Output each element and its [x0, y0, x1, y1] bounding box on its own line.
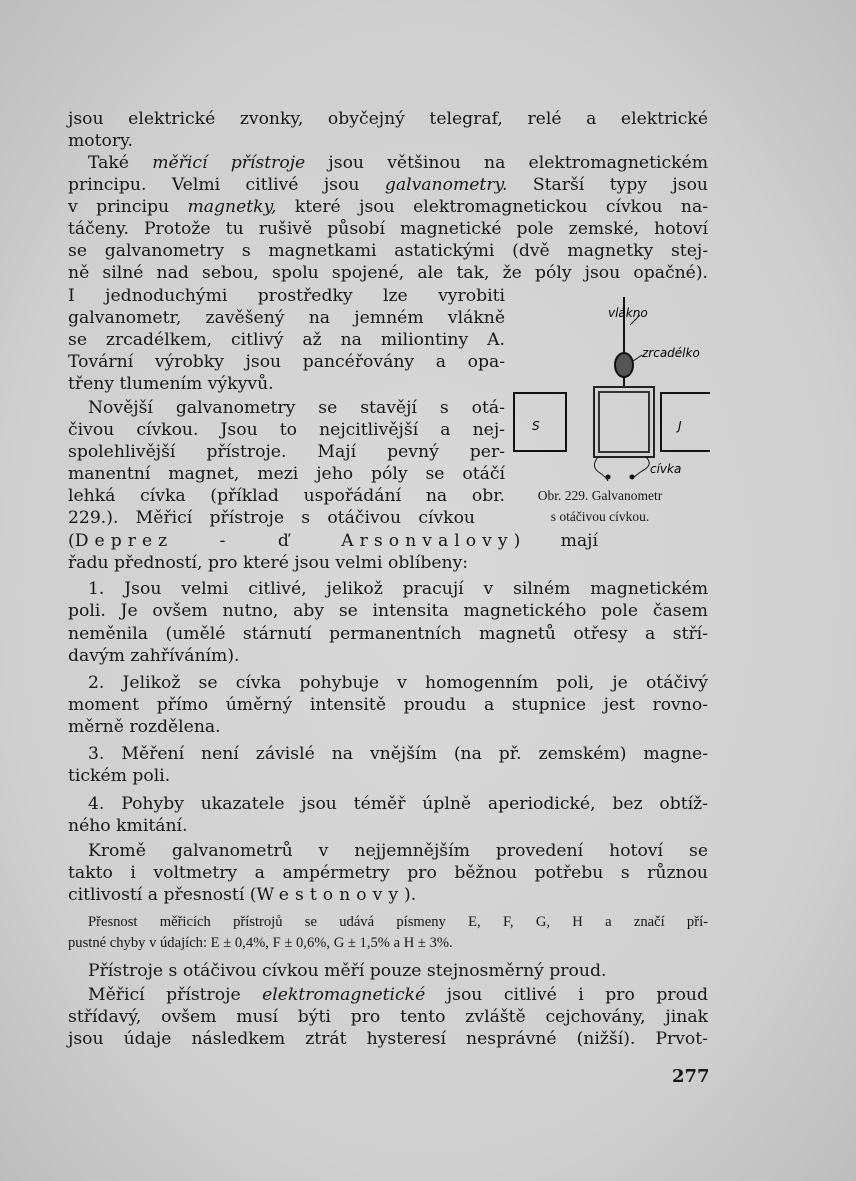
text-segment: ).: [404, 885, 417, 905]
text-line: [68, 530, 598, 552]
text-segment: Kromě galvanometrů v nejjemnějším provedení hotoví se: [88, 841, 708, 861]
text-line: [88, 984, 708, 1006]
pole-j: [661, 393, 710, 451]
text-segment: ) mají: [513, 531, 599, 551]
text-line: [68, 351, 505, 373]
text-segment: principu. Velmi citlivé jsou: [68, 175, 385, 195]
text-segment: táčeny. Protože tu rušivě působí magnetické pole zemské, hotoví: [68, 219, 708, 239]
emphasis-text: magnetky,: [187, 197, 277, 217]
figure-caption-line2: s otáčivou cívkou.: [550, 509, 650, 524]
text-segment: galvanometr, zavěšený na jemném vlákně: [68, 308, 505, 328]
text-segment: lehká cívka (příklad uspořádání na obr.: [68, 486, 505, 506]
text-line: [68, 645, 240, 667]
text-line: [68, 174, 708, 196]
text-segment: takto i voltmetry a ampérmetry pro běžnou potřebu s různou: [68, 863, 708, 883]
galvanometer-figure: [500, 285, 710, 485]
text-segment: moment přímo úměrný intensitě proudu a stupnice jest rovno-: [68, 695, 708, 715]
text-line: [68, 600, 708, 622]
text-line: [88, 152, 708, 174]
text-line: [68, 884, 416, 906]
text-line: [68, 1028, 708, 1050]
text-line: [68, 716, 221, 738]
text-line: [68, 552, 468, 574]
page-number: 277: [672, 1066, 710, 1087]
spaced-name-text: Deprez - ď Arsonvalovy: [74, 531, 514, 551]
text-line: [68, 218, 708, 240]
text-segment: 4. Pohyby ukazatele jsou téměř úplně aperiodické, bez obtíž-: [88, 794, 708, 814]
text-segment: Měřicí přístroje: [88, 985, 263, 1005]
text-line: [68, 108, 708, 130]
emphasis-text: měřicí přístroje: [152, 153, 306, 173]
text-segment: ně silné nad sebou, spolu spojené, ale tak, že póly jsou opačné).: [68, 263, 708, 283]
emphasis-text: elektromagnetické: [262, 985, 426, 1005]
text-segment: spolehlivější přístroje. Mají pevný per-: [68, 442, 505, 462]
text-segment: které jsou elektromagnetickou cívkou na-: [276, 197, 708, 217]
text-line: [68, 373, 274, 395]
mirror-shape: [615, 353, 633, 377]
text-line: [88, 840, 708, 862]
text-line: [68, 694, 708, 716]
text-segment: se galvanometry s magnetkami astatickými (dvě magnetky stej-: [68, 241, 708, 261]
text-segment: (: [68, 531, 75, 551]
text-line: [68, 441, 505, 463]
text-segment: měrně rozdělena.: [68, 717, 221, 737]
text-segment: neměnila (umělé stárnutí permanentních magnetů otřesy a stří-: [68, 624, 708, 644]
text-segment: 2. Jelikož se cívka pohybuje v homogenním poli, je otáčivý: [88, 673, 708, 693]
text-segment: Tovární výrobky jsou pancéřovány a opa-: [68, 352, 505, 372]
text-segment: střídavý, ovšem musí býti pro tento zvláště cejchovány, jinak: [68, 1007, 708, 1027]
text-segment: jsou většinou na elektromagnetickém: [305, 153, 708, 173]
spaced-name-text: Westonovy: [256, 885, 405, 905]
text-line: [88, 911, 708, 933]
text-segment: jsou citlivé i pro proud: [425, 985, 708, 1005]
text-line: [88, 672, 708, 694]
text-segment: tickém poli.: [68, 766, 171, 786]
text-segment: Také: [88, 153, 153, 173]
text-segment: třeny tlumením výkyvů.: [68, 374, 274, 394]
text-segment: citlivostí a přesností (: [68, 885, 257, 905]
text-line: [88, 793, 708, 815]
text-segment: 229.). Měřicí přístroje s otáčivou cívkou: [68, 508, 475, 528]
text-line: [68, 329, 505, 351]
text-segment: Přístroje s otáčivou cívkou měří pouze stejnosměrný proud.: [88, 961, 607, 981]
pole-s-label: S: [532, 419, 540, 433]
text-line: [68, 285, 505, 307]
text-line: [68, 862, 708, 884]
text-segment: jsou elektrické zvonky, obyčejný telegraf, relé a elektrické: [68, 109, 708, 129]
text-segment: 1. Jsou velmi citlivé, jelikož pracují v silném magnetickém: [88, 579, 708, 599]
text-line: [68, 815, 188, 837]
text-segment: pustné chyby v údajích: E ± 0,4%, F ± 0,6%, G ± 1,5% a H ± 3%.: [68, 935, 453, 951]
text-segment: Starší typy jsou: [507, 175, 708, 195]
mirror-label: zrcadélko: [642, 346, 700, 360]
coil-label: cívka: [650, 462, 682, 476]
text-segment: I jednoduchými prostředky lze vyrobiti: [68, 286, 505, 306]
text-segment: 3. Měření není závislé na vnějším (na př. zemském) magne-: [88, 744, 708, 764]
text-line: [68, 507, 475, 529]
text-line: [68, 932, 453, 954]
text-line: [88, 960, 606, 982]
text-line: [68, 196, 708, 218]
text-segment: davým zahříváním).: [68, 646, 240, 666]
figure-caption-line1: Obr. 229. Galvanometr: [537, 488, 663, 503]
pole-j-label: J: [678, 419, 682, 433]
text-line: [68, 463, 505, 485]
text-segment: čivou cívkou. Jsou to nejcitlivější a nej-: [68, 420, 505, 440]
text-line: [68, 307, 505, 329]
text-segment: jsou údaje následkem ztrát hysteresí nesprávné (nižší). Prvot-: [68, 1029, 708, 1049]
text-segment: Přesnost měřicích přístrojů se udává písmeny E, F, G, H a značí pří-: [88, 914, 708, 930]
text-line: [68, 130, 133, 152]
pole-s: [514, 393, 566, 451]
text-line: [68, 240, 708, 262]
text-line: [68, 419, 505, 441]
text-segment: řadu předností, pro které jsou velmi oblíbeny:: [68, 553, 469, 573]
text-segment: ného kmitání.: [68, 816, 188, 836]
text-line: [68, 1006, 708, 1028]
text-segment: se zrcadélkem, citlivý až na miliontiny A.: [68, 330, 505, 350]
text-line: [68, 623, 708, 645]
text-line: [88, 743, 708, 765]
fiber-label: vlákno: [608, 306, 648, 320]
text-segment: v principu: [68, 197, 188, 217]
emphasis-text: galvanometry.: [384, 175, 508, 195]
text-segment: poli. Je ovšem nutno, aby se intensita magnetického pole časem: [68, 601, 708, 621]
text-segment: manentní magnet, mezi jeho póly se otáčí: [68, 464, 505, 484]
text-segment: Novější galvanometry se stavějí s otá-: [88, 398, 505, 418]
text-line: [88, 397, 505, 419]
text-line: [68, 262, 708, 284]
text-line: [88, 578, 708, 600]
text-line: [68, 485, 505, 507]
text-line: [68, 765, 170, 787]
coil-frame: [594, 387, 654, 457]
text-segment: motory.: [68, 131, 134, 151]
